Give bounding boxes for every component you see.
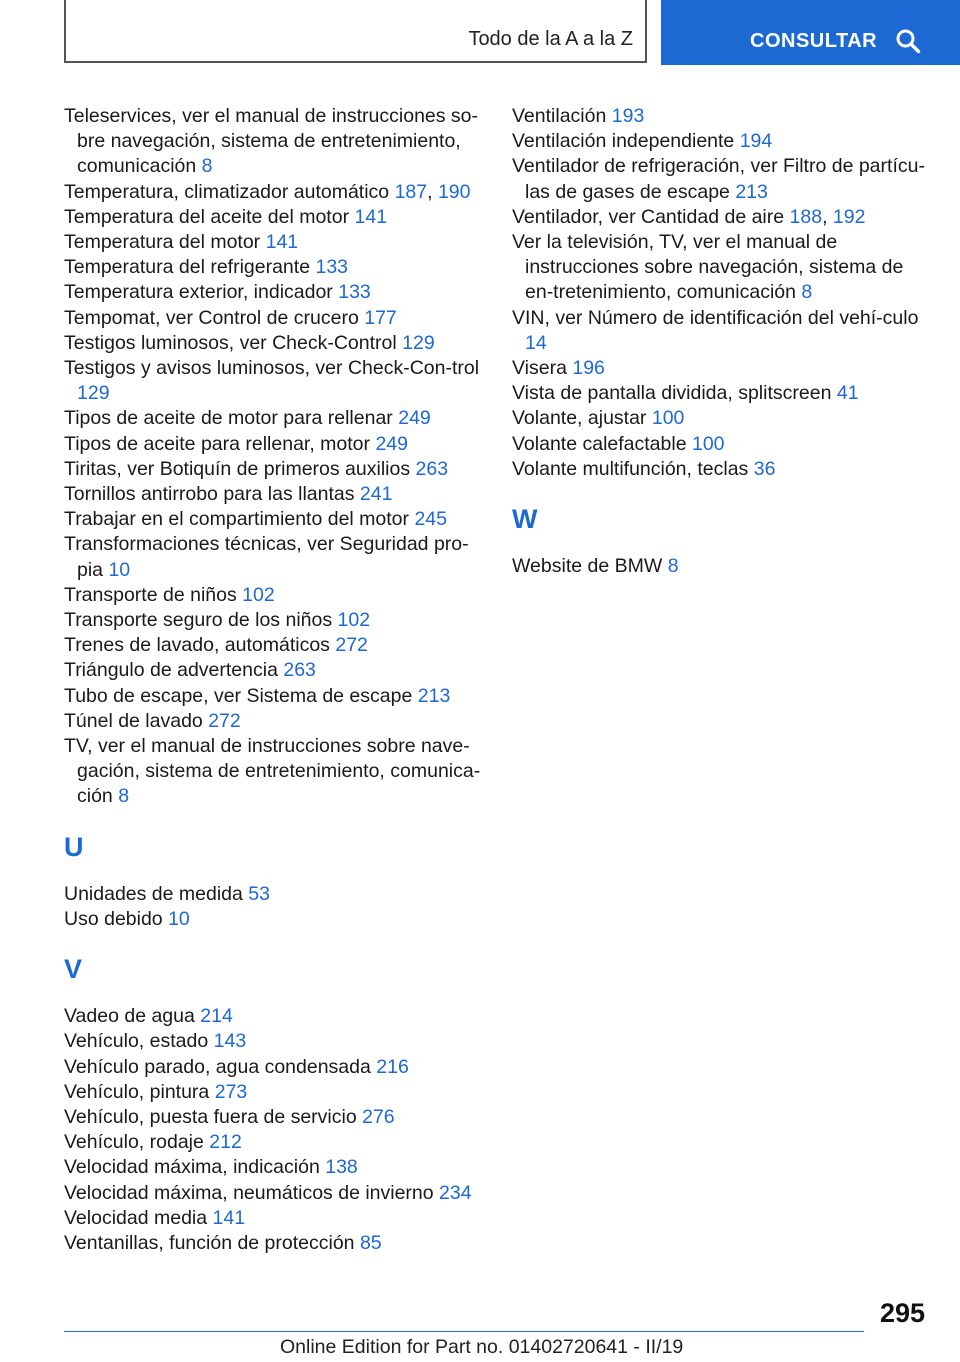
page-link[interactable]: 100 xyxy=(651,407,685,430)
index-entry-text: Temperatura, climatizador automático xyxy=(64,180,390,203)
footer-divider xyxy=(64,1331,864,1332)
index-entry-text: Tornillos antirrobo para las llantas xyxy=(64,483,355,506)
index-entry xyxy=(64,1130,484,1155)
index-entry-text: Trenes de lavado, automáticos xyxy=(64,634,330,657)
footer-text: Online Edition for Part no. 01402720641 - II/19 xyxy=(280,1336,684,1358)
page-link[interactable]: 188 xyxy=(789,205,823,228)
index-entry xyxy=(512,381,932,406)
index-entry xyxy=(64,457,484,482)
index-entry xyxy=(512,457,932,482)
index-entry xyxy=(64,406,484,431)
page-link[interactable]: 133 xyxy=(315,256,349,279)
index-entry-text: Vadeo de agua xyxy=(64,1005,195,1028)
index-entry xyxy=(512,554,932,579)
index-entry-text: Temperatura exterior, indicador xyxy=(64,281,333,304)
page-link[interactable]: 100 xyxy=(691,432,725,455)
page-link[interactable]: 141 xyxy=(265,231,299,254)
index-entry-text: TV, ver el manual de instrucciones sobre nave‐gación, sistema de entretenimiento, comunica‐ción xyxy=(64,735,481,808)
page-link[interactable]: 263 xyxy=(415,457,449,480)
page-link[interactable]: 194 xyxy=(739,130,773,153)
index-entry-text: Vehículo parado, agua condensada xyxy=(64,1055,371,1078)
index-entry-text: Triángulo de advertencia xyxy=(64,659,278,682)
index-entry-text: Velocidad máxima, indicación xyxy=(64,1156,320,1179)
index-entry-text: Teleservices, ver el manual de instrucciones so‐bre navegación, sistema de entretenimiento, comunicación xyxy=(64,105,479,178)
page-link[interactable]: 14 xyxy=(525,331,547,354)
index-entry xyxy=(64,507,484,532)
index-entry-text: Trabajar en el compartimiento del motor xyxy=(64,508,410,531)
page-link[interactable]: 263 xyxy=(283,659,316,682)
page-link[interactable]: 276 xyxy=(362,1105,395,1128)
index-entry xyxy=(64,230,484,255)
page-link[interactable]: 102 xyxy=(242,583,275,606)
page-link[interactable]: 193 xyxy=(611,105,645,127)
page-link[interactable]: 10 xyxy=(168,907,190,930)
index-entry-text: Vehículo, estado xyxy=(64,1030,209,1053)
index-entry xyxy=(64,907,484,932)
index-entry xyxy=(64,104,484,180)
index-entry xyxy=(64,1055,484,1080)
page-link[interactable]: 10 xyxy=(108,558,131,581)
index-entry-text: Volante multifunción, teclas xyxy=(512,457,749,480)
index-entry-text: Ventilación xyxy=(512,105,607,127)
index-entry-text: Testigos luminosos, ver Check-Control xyxy=(64,331,397,354)
page-link[interactable]: 85 xyxy=(359,1231,382,1254)
index-entry-text: Temperatura del motor xyxy=(64,231,261,254)
index-column-left xyxy=(64,104,484,1256)
page-link[interactable]: 53 xyxy=(248,882,270,905)
index-entry xyxy=(512,432,932,457)
index-entry xyxy=(64,709,484,734)
page-link[interactable]: 249 xyxy=(398,407,431,430)
index-entry-text: Temperatura del refrigerante xyxy=(64,256,311,279)
index-entry-text: Vista de pantalla dividida, splitscreen xyxy=(512,382,832,405)
page-link[interactable]: 8 xyxy=(201,155,213,178)
index-entry xyxy=(512,104,932,129)
index-entry xyxy=(64,205,484,230)
index-entry-text: Ventanillas, función de protección xyxy=(64,1231,355,1254)
page-link[interactable]: 196 xyxy=(572,357,605,380)
index-entry-text: Transporte de niños xyxy=(64,583,237,606)
page-link[interactable]: 133 xyxy=(338,281,371,304)
index-entry xyxy=(512,356,932,381)
page-link[interactable]: 36 xyxy=(753,457,776,480)
index-entry-text: Ver la televisión, TV, ver el manual de instrucciones sobre navegación, sistema de en‐tretenimiento, comunicación xyxy=(512,231,904,304)
index-entry xyxy=(64,1155,484,1180)
index-letter-heading: V xyxy=(64,954,83,985)
index-entry-text: Transporte seguro de los niños xyxy=(64,609,333,632)
index-entry-text: Tempomat, ver Control de crucero xyxy=(64,306,359,329)
section-tab-title: Todo de la A a la Z xyxy=(468,28,633,50)
index-entry: Temperatura, climatizador automático 187, 190 xyxy=(64,180,471,203)
page-link[interactable]: 213 xyxy=(735,180,768,203)
index-entry xyxy=(512,129,932,154)
index-entry xyxy=(64,1105,484,1130)
index-entry xyxy=(64,306,484,331)
index-entry-text: Testigos y avisos luminosos, ver Check-Con‐trol xyxy=(64,357,480,380)
index-entry xyxy=(512,306,932,356)
index-entry-text: Vehículo, pintura xyxy=(64,1080,210,1103)
page-link[interactable]: 192 xyxy=(832,205,866,228)
index-entry xyxy=(64,255,484,280)
index-entry-text: Ventilador, ver Cantidad de aire xyxy=(512,205,785,228)
index-entry xyxy=(64,356,484,406)
index-entry-text: Tiritas, ver Botiquín de primeros auxilios xyxy=(64,457,411,480)
index-entry xyxy=(64,432,484,457)
index-entry xyxy=(64,633,484,658)
index-entry-text: Ventilación independiente xyxy=(512,130,735,153)
index-entry xyxy=(64,1029,484,1054)
index-entry xyxy=(64,532,484,582)
page-link[interactable]: 234 xyxy=(439,1181,472,1204)
page-link[interactable]: 141 xyxy=(354,205,388,228)
index-entry-text: Velocidad máxima, neumáticos de invierno xyxy=(64,1181,434,1204)
index-entry xyxy=(512,230,932,306)
index-entry-text: Ventilador de refrigeración, ver Filtro de partícu‐las de gases de escape xyxy=(512,155,925,203)
index-entry xyxy=(64,583,484,608)
page-link[interactable]: 141 xyxy=(212,1206,246,1229)
page-link[interactable]: 129 xyxy=(77,382,110,405)
index-column-right xyxy=(512,104,932,579)
index-entry-text: Uso debido xyxy=(64,907,163,930)
index-entry-text: Unidades de medida xyxy=(64,882,243,905)
page-link[interactable]: 8 xyxy=(801,281,813,304)
index-entry xyxy=(64,658,484,683)
index-entry-text: VIN, ver Número de identificación del vehí‐culo xyxy=(512,306,919,329)
index-entry-text: Tubo de escape, ver Sistema de escape xyxy=(64,684,413,707)
page-link[interactable]: 190 xyxy=(437,180,471,203)
page-link[interactable]: 216 xyxy=(376,1055,409,1078)
index-entry-text: Velocidad media xyxy=(64,1206,208,1229)
page-link[interactable]: 129 xyxy=(402,331,435,354)
index-entry xyxy=(64,1004,484,1029)
index-letter-heading: W xyxy=(512,504,538,535)
page-link[interactable]: 214 xyxy=(200,1005,233,1028)
index-entry xyxy=(64,882,484,907)
page-link[interactable]: 102 xyxy=(337,609,371,632)
page-link[interactable]: 177 xyxy=(364,306,397,329)
index-entry xyxy=(64,734,484,810)
index-entry-text: Website de BMW xyxy=(512,555,663,578)
index-entry xyxy=(64,608,484,633)
section-tab[interactable] xyxy=(64,0,647,63)
index-entry xyxy=(64,482,484,507)
index-entry-text: Temperatura del aceite del motor xyxy=(64,205,350,228)
search-icon xyxy=(895,28,921,54)
page-link[interactable]: 272 xyxy=(208,709,241,732)
index-entry xyxy=(512,406,932,431)
page-link[interactable]: 143 xyxy=(213,1030,247,1053)
index-letter-heading: U xyxy=(64,831,84,862)
page-link[interactable]: 245 xyxy=(414,508,447,531)
page-link[interactable]: 8 xyxy=(667,555,679,578)
page-link[interactable]: 213 xyxy=(417,684,451,707)
index-entry xyxy=(64,1231,484,1256)
index-entry: Ventilador, ver Cantidad de aire 188, 192 xyxy=(512,205,866,228)
index-entry xyxy=(64,280,484,305)
index-entry-text: Vehículo, rodaje xyxy=(64,1131,204,1154)
index-entry-text: Vehículo, puesta fuera de servicio xyxy=(64,1105,357,1128)
index-entry xyxy=(64,1206,484,1231)
page-link[interactable]: 241 xyxy=(359,483,393,506)
page-link[interactable]: 138 xyxy=(325,1156,358,1179)
page-number: 295 xyxy=(880,1298,926,1328)
page-link[interactable]: 41 xyxy=(836,382,859,405)
index-entry-text: Visera xyxy=(512,357,567,380)
page-link[interactable]: 8 xyxy=(118,785,130,808)
index-entry-text: Transformaciones técnicas, ver Seguridad pro‐pia xyxy=(64,533,469,581)
index-entry-text: Volante, ajustar xyxy=(512,407,647,430)
page-link[interactable]: 249 xyxy=(375,432,408,455)
index-entry-text: Volante calefactable xyxy=(512,432,687,455)
index-entry xyxy=(64,331,484,356)
page-link[interactable]: 212 xyxy=(209,1131,242,1154)
index-entry-text: Tipos de aceite para rellenar, motor xyxy=(64,432,371,455)
page-link[interactable]: 273 xyxy=(214,1080,248,1103)
index-entry xyxy=(64,1080,484,1105)
consult-button[interactable] xyxy=(661,0,960,65)
index-entry xyxy=(64,1181,484,1206)
page-link[interactable]: 187 xyxy=(394,180,428,203)
page-link[interactable]: 272 xyxy=(335,634,368,657)
index-entry-text: Túnel de lavado xyxy=(64,709,203,732)
index-entry xyxy=(64,684,484,709)
consult-label: CONSULTAR xyxy=(750,30,878,52)
index-entry-text: Tipos de aceite de motor para rellenar xyxy=(64,407,393,430)
index-entry xyxy=(512,154,932,204)
